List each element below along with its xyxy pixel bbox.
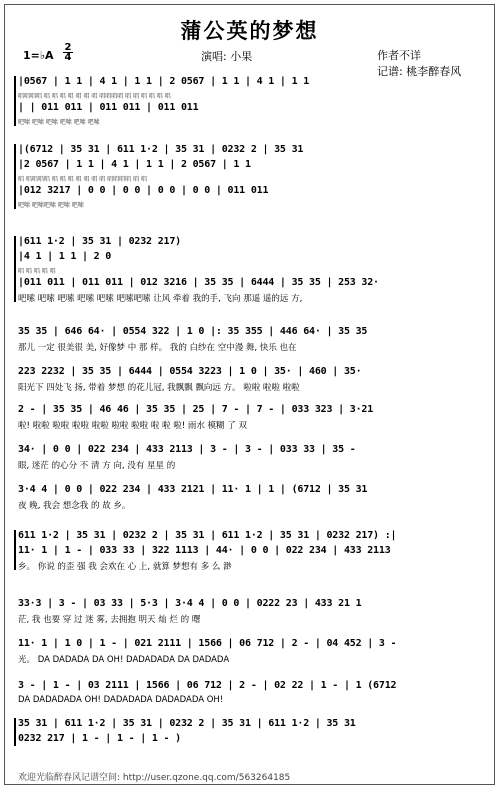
page-title: 蒲公英的梦想 <box>180 18 319 43</box>
system-bracket <box>14 144 19 209</box>
system-bracket <box>14 530 19 570</box>
lyric-line: 唱 唱唱唱唱 唱 唱 唱 唱 唱 唱 唱 唱唱唱唱 唱 唱 <box>18 176 147 183</box>
lyric-line: 光。 DA DADADA DA OH! DADADADA DA DADADA <box>18 655 230 665</box>
lyric-line: 夜 晚, 我会 想念我 的 故 乡。 <box>18 501 131 511</box>
lyric-line: DA DADADADA OH! DADADADA DADADADA OH! <box>18 695 224 705</box>
footer-note: 欢迎光临醉春风记谱空间: http://user.qzone.qq.com/563264185 <box>18 773 291 783</box>
notation-line: |012 3217 | 0 0 | 0 0 | 0 0 | 0 0 | 011 011 <box>18 185 269 196</box>
notation-line: |4 1 | 1 1 | 2 0 <box>18 251 112 262</box>
notation-line: 3·4 4 | 0 0 | 022 234 | 433 2121 | 11· 1 | 1 | (6712 | 35 31 <box>18 484 368 495</box>
time-signature <box>63 43 73 62</box>
lyric-line: 阳光下 四处飞 扬, 带着 梦想 的花儿冠, 我飘飘 飘向远 方。 啦啦 啦啦 啦啦 <box>18 383 300 393</box>
lyric-line: 唱唱唱唱 唱 唱 唱 唱 唱 唱 唱 唱唱唱唱 唱 唱 唱 唱 唱 唱 <box>18 93 171 100</box>
notation-line: |011 011 | 011 011 | 012 3216 | 35 35 | 6444 | 35 35 | 253 32· <box>18 277 379 288</box>
transcriber-credit: 记谱: 桃李醉春风 <box>377 65 462 78</box>
notation-line: 33·3 | 3 - | 03 33 | 5·3 | 3·4 4 | 0 0 | 0222 23 | 433 21 1 <box>18 598 362 609</box>
notation-line: 0232 217 | 1 - | 1 - | 1 - ) <box>18 733 181 744</box>
lyric-line: 唱 唱 唱 唱 唱 <box>18 268 56 275</box>
notation-line: |611 1·2 | 35 31 | 0232 217) <box>18 236 181 247</box>
singer-credit: 演唱: 小果 <box>201 50 253 63</box>
notation-line: |0567 | 1 1 | 4 1 | 1 1 | 2 0567 | 1 1 | 4 1 | 1 1 <box>18 76 310 87</box>
notation-line: | | 011 011 | 011 011 | 011 011 <box>18 102 199 113</box>
lyric-line: 吧嗦 吧嗦 吧嗦 吧嗦 吧嗦 吧嗦 <box>18 119 100 126</box>
notation-line: |(6712 | 35 31 | 611 1·2 | 35 31 | 0232 2 | 35 31 <box>18 144 304 155</box>
lyric-line: 乡。 你说 的歪 强 我 会欢在 心 上, 就算 梦想有 多 么 渺 <box>18 562 232 572</box>
lyric-line: 眼, 迷茫 的心分 不 清 方 向, 没有 星星 的 <box>18 461 176 471</box>
notation-line: 2 - | 35 35 | 46 46 | 35 35 | 25 | 7 - | 7 - | 033 323 | 3·21 <box>18 404 374 415</box>
lyric-line: 吧嗦 吧嗦吧嗦 吧嗦 吧嗦 <box>18 202 84 209</box>
notation-line: 35 31 | 611 1·2 | 35 31 | 0232 2 | 35 31 | 611 1·2 | 35 31 <box>18 718 356 729</box>
lyric-line: 茫, 我 也要 穿 过 迷 雾, 去拥抱 明天 灿 烂 的 曙 <box>18 615 201 625</box>
notation-line: 35 35 | 646 64· | 0554 322 | 1 0 |: 35 355 | 446 64· | 35 35 <box>18 326 368 337</box>
notation-line: 3 - | 1 - | 03 2111 | 1566 | 06 712 | 2 - | 02 22 | 1 - | 1 (6712 <box>18 680 397 691</box>
notation-line: 11· 1 | 1 - | 033 33 | 322 1113 | 44· | 0 0 | 022 234 | 433 2113 <box>18 545 391 556</box>
key-signature: 1=♭A <box>23 49 54 62</box>
notation-line: 223 2232 | 35 35 | 6444 | 0554 3223 | 1 0 | 35· | 460 | 35· <box>18 366 362 377</box>
lyricist-credit: 作者不详 <box>377 49 421 62</box>
time-signature-top: 2 <box>64 42 72 53</box>
system-bracket <box>14 236 19 302</box>
system-bracket <box>14 76 19 126</box>
lyric-line: 啦! 啦啦 啦啦 啦啦 啦啦 啦啦 啦啦 啦 啦 啦! 雨水 模糊 了 双 <box>18 421 247 431</box>
notation-line: 34· | 0 0 | 022 234 | 433 2113 | 3 - | 3 - | 033 33 | 35 - <box>18 444 356 455</box>
lyric-line: 那儿 一定 很美很 美, 好像梦 中 那 样。 我的 白纱在 空中漫 舞, 快乐 也在 <box>18 343 297 353</box>
notation-line: 11· 1 | 1 0 | 1 - | 021 2111 | 1566 | 06 712 | 2 - | 04 452 | 3 - <box>18 638 397 649</box>
system-bracket <box>14 718 19 746</box>
time-signature-bottom: 4 <box>64 52 72 63</box>
notation-line: |2 0567 | 1 1 | 4 1 | 1 1 | 2 0567 | 1 1 <box>18 159 251 170</box>
lyric-line: 吧嗦 吧嗦 吧嗦 吧嗦 吧嗦 吧嗦吧嗦 让风 牵着 我的手, 飞向 那遥 遥的远 方, <box>18 294 303 304</box>
notation-line: 611 1·2 | 35 31 | 0232 2 | 35 31 | 611 1·2 | 35 31 | 0232 217) :| <box>18 530 397 541</box>
